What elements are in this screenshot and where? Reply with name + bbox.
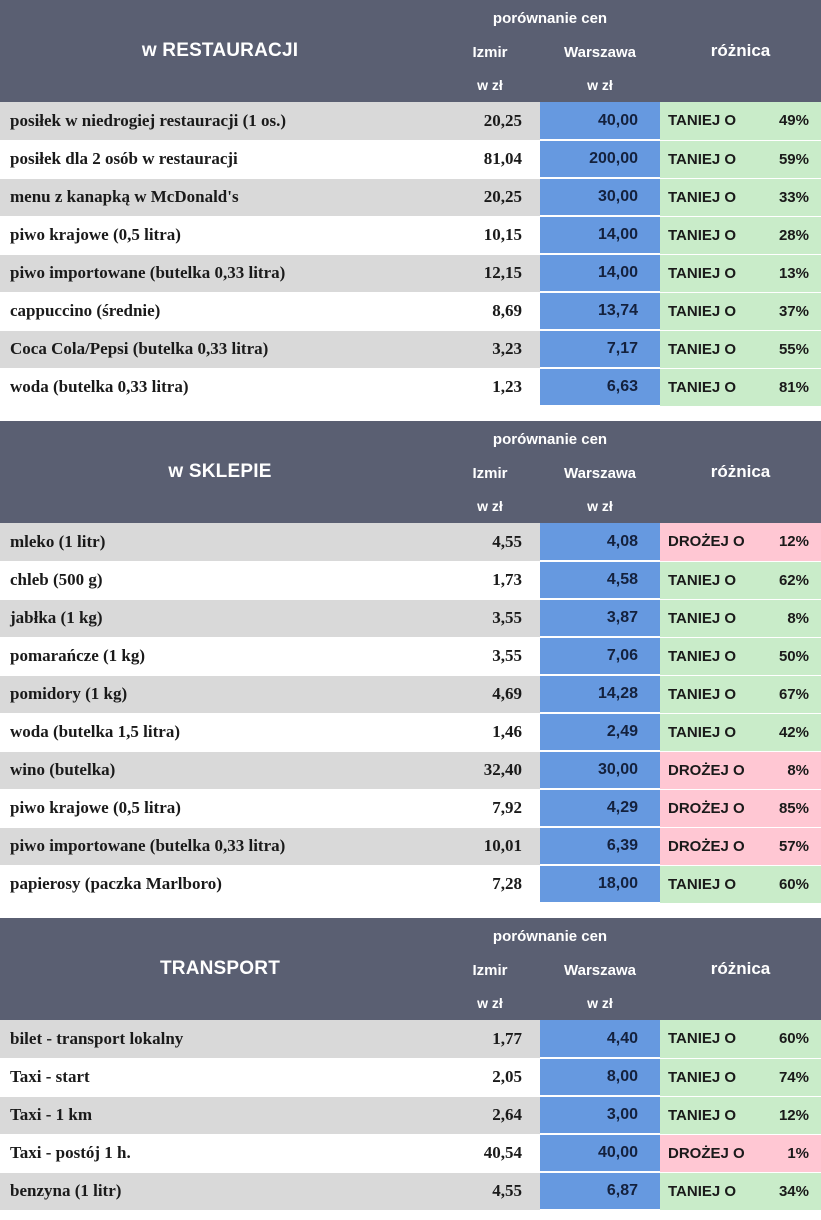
item-name: woda (butelka 0,33 litra) xyxy=(0,368,440,406)
price-warszawa: 8,00 xyxy=(540,1058,660,1096)
table-spacer xyxy=(0,407,821,421)
difference-percent: 37% xyxy=(765,292,821,330)
item-name: menu z kanapką w McDonald's xyxy=(0,178,440,216)
column-header-warszawa: Warszawa xyxy=(540,36,660,68)
difference-percent: 28% xyxy=(765,216,821,254)
difference-direction: TANIEJ O xyxy=(660,1020,765,1058)
difference-direction: DROŻEJ O xyxy=(660,789,765,827)
item-name: posiłek dla 2 osób w restauracji xyxy=(0,140,440,178)
item-name: Coca Cola/Pepsi (butelka 0,33 litra) xyxy=(0,330,440,368)
item-name: posiłek w niedrogiej restauracji (1 os.) xyxy=(0,102,440,140)
difference-direction: TANIEJ O xyxy=(660,1058,765,1096)
table-title: w SKLEPIE xyxy=(0,421,440,523)
item-name: Taxi - 1 km xyxy=(0,1096,440,1134)
price-table xyxy=(0,0,821,407)
price-warszawa: 14,28 xyxy=(540,675,660,713)
difference-direction: TANIEJ O xyxy=(660,368,765,406)
price-warszawa: 14,00 xyxy=(540,216,660,254)
table-row xyxy=(0,713,821,751)
item-name: Taxi - postój 1 h. xyxy=(0,1134,440,1172)
difference-header: różnica xyxy=(660,918,821,1020)
item-name: piwo krajowe (0,5 litra) xyxy=(0,216,440,254)
table-title: w RESTAURACJI xyxy=(0,0,440,102)
difference-percent: 1% xyxy=(765,1134,821,1172)
price-warszawa: 3,00 xyxy=(540,1096,660,1134)
item-name: piwo importowane (butelka 0,33 litra) xyxy=(0,254,440,292)
table-row xyxy=(0,561,821,599)
difference-header: różnica xyxy=(660,0,821,102)
item-name: cappuccino (średnie) xyxy=(0,292,440,330)
price-izmir: 3,23 xyxy=(440,330,540,368)
unit-izmir: w zł xyxy=(440,489,540,523)
table-title: TRANSPORT xyxy=(0,918,440,1020)
difference-direction: DROŻEJ O xyxy=(660,751,765,789)
difference-percent: 85% xyxy=(765,789,821,827)
price-warszawa: 200,00 xyxy=(540,140,660,178)
price-izmir: 4,55 xyxy=(440,523,540,561)
difference-percent: 62% xyxy=(765,561,821,599)
comparison-label: porównanie cen xyxy=(440,918,660,954)
price-warszawa: 2,49 xyxy=(540,713,660,751)
table-row xyxy=(0,1134,821,1172)
price-izmir: 8,69 xyxy=(440,292,540,330)
difference-direction: TANIEJ O xyxy=(660,865,765,903)
difference-percent: 42% xyxy=(765,713,821,751)
comparison-table xyxy=(0,918,821,1211)
price-warszawa: 6,39 xyxy=(540,827,660,865)
difference-percent: 81% xyxy=(765,368,821,406)
difference-direction: DROŻEJ O xyxy=(660,827,765,865)
table-row xyxy=(0,292,821,330)
difference-percent: 12% xyxy=(765,523,821,561)
comparison-table xyxy=(0,0,821,407)
table-row xyxy=(0,751,821,789)
price-warszawa: 3,87 xyxy=(540,599,660,637)
price-izmir: 1,23 xyxy=(440,368,540,406)
price-izmir: 1,77 xyxy=(440,1020,540,1058)
price-izmir: 40,54 xyxy=(440,1134,540,1172)
difference-percent: 59% xyxy=(765,140,821,178)
item-name: Taxi - start xyxy=(0,1058,440,1096)
comparison-label: porównanie cen xyxy=(440,0,660,36)
table-row xyxy=(0,865,821,903)
table-row xyxy=(0,140,821,178)
difference-direction: TANIEJ O xyxy=(660,675,765,713)
price-izmir: 2,05 xyxy=(440,1058,540,1096)
table-row xyxy=(0,789,821,827)
difference-direction: TANIEJ O xyxy=(660,178,765,216)
item-name: wino (butelka) xyxy=(0,751,440,789)
difference-percent: 60% xyxy=(765,1020,821,1058)
table-row xyxy=(0,368,821,406)
difference-percent: 50% xyxy=(765,637,821,675)
price-izmir: 32,40 xyxy=(440,751,540,789)
difference-percent: 8% xyxy=(765,599,821,637)
difference-direction: TANIEJ O xyxy=(660,561,765,599)
difference-direction: TANIEJ O xyxy=(660,140,765,178)
price-izmir: 81,04 xyxy=(440,140,540,178)
price-izmir: 10,01 xyxy=(440,827,540,865)
difference-percent: 74% xyxy=(765,1058,821,1096)
price-warszawa: 14,00 xyxy=(540,254,660,292)
price-warszawa: 18,00 xyxy=(540,865,660,903)
difference-direction: TANIEJ O xyxy=(660,1172,765,1210)
price-izmir: 20,25 xyxy=(440,102,540,140)
table-row xyxy=(0,1020,821,1058)
table-row xyxy=(0,1058,821,1096)
price-izmir: 1,73 xyxy=(440,561,540,599)
column-header-warszawa: Warszawa xyxy=(540,954,660,986)
difference-percent: 12% xyxy=(765,1096,821,1134)
price-izmir: 2,64 xyxy=(440,1096,540,1134)
table-row xyxy=(0,675,821,713)
table-row xyxy=(0,178,821,216)
item-name: benzyna (1 litr) xyxy=(0,1172,440,1210)
price-table xyxy=(0,421,821,904)
difference-percent: 67% xyxy=(765,675,821,713)
table-row xyxy=(0,1172,821,1210)
table-row xyxy=(0,102,821,140)
item-name: jabłka (1 kg) xyxy=(0,599,440,637)
difference-percent: 13% xyxy=(765,254,821,292)
price-izmir: 12,15 xyxy=(440,254,540,292)
table-header-row-1 xyxy=(0,918,821,954)
difference-percent: 49% xyxy=(765,102,821,140)
item-name: chleb (500 g) xyxy=(0,561,440,599)
item-name: piwo importowane (butelka 0,33 litra) xyxy=(0,827,440,865)
price-izmir: 3,55 xyxy=(440,599,540,637)
table-row xyxy=(0,827,821,865)
price-izmir: 4,69 xyxy=(440,675,540,713)
item-name: papierosy (paczka Marlboro) xyxy=(0,865,440,903)
price-warszawa: 4,40 xyxy=(540,1020,660,1058)
price-warszawa: 6,63 xyxy=(540,368,660,406)
column-header-izmir: Izmir xyxy=(440,36,540,68)
price-warszawa: 4,58 xyxy=(540,561,660,599)
price-warszawa: 7,17 xyxy=(540,330,660,368)
price-warszawa: 7,06 xyxy=(540,637,660,675)
price-warszawa: 30,00 xyxy=(540,178,660,216)
difference-percent: 8% xyxy=(765,751,821,789)
item-name: mleko (1 litr) xyxy=(0,523,440,561)
price-warszawa: 4,29 xyxy=(540,789,660,827)
table-row xyxy=(0,1096,821,1134)
price-izmir: 4,55 xyxy=(440,1172,540,1210)
unit-izmir: w zł xyxy=(440,68,540,102)
table-spacer xyxy=(0,904,821,918)
difference-direction: TANIEJ O xyxy=(660,599,765,637)
price-izmir: 7,92 xyxy=(440,789,540,827)
difference-direction: TANIEJ O xyxy=(660,637,765,675)
difference-direction: TANIEJ O xyxy=(660,713,765,751)
column-header-warszawa: Warszawa xyxy=(540,457,660,489)
table-header-row-1 xyxy=(0,0,821,36)
difference-percent: 55% xyxy=(765,330,821,368)
price-izmir: 3,55 xyxy=(440,637,540,675)
difference-direction: TANIEJ O xyxy=(660,330,765,368)
difference-percent: 57% xyxy=(765,827,821,865)
price-izmir: 1,46 xyxy=(440,713,540,751)
difference-direction: DROŻEJ O xyxy=(660,523,765,561)
column-header-izmir: Izmir xyxy=(440,457,540,489)
difference-direction: TANIEJ O xyxy=(660,254,765,292)
column-header-izmir: Izmir xyxy=(440,954,540,986)
difference-percent: 34% xyxy=(765,1172,821,1210)
difference-percent: 60% xyxy=(765,865,821,903)
price-warszawa: 6,87 xyxy=(540,1172,660,1210)
difference-direction: TANIEJ O xyxy=(660,1096,765,1134)
unit-warszawa: w zł xyxy=(540,68,660,102)
unit-warszawa: w zł xyxy=(540,986,660,1020)
item-name: piwo krajowe (0,5 litra) xyxy=(0,789,440,827)
price-warszawa: 13,74 xyxy=(540,292,660,330)
item-name: bilet - transport lokalny xyxy=(0,1020,440,1058)
table-row xyxy=(0,254,821,292)
difference-direction: TANIEJ O xyxy=(660,102,765,140)
price-izmir: 10,15 xyxy=(440,216,540,254)
item-name: pomidory (1 kg) xyxy=(0,675,440,713)
table-row xyxy=(0,637,821,675)
price-warszawa: 40,00 xyxy=(540,1134,660,1172)
price-warszawa: 4,08 xyxy=(540,523,660,561)
table-row xyxy=(0,216,821,254)
difference-percent: 33% xyxy=(765,178,821,216)
item-name: woda (butelka 1,5 litra) xyxy=(0,713,440,751)
table-header-row-1 xyxy=(0,421,821,457)
comparison-label: porównanie cen xyxy=(440,421,660,457)
table-row xyxy=(0,599,821,637)
comparison-table xyxy=(0,421,821,904)
difference-direction: TANIEJ O xyxy=(660,216,765,254)
price-izmir: 20,25 xyxy=(440,178,540,216)
price-table xyxy=(0,918,821,1211)
table-row xyxy=(0,523,821,561)
table-row xyxy=(0,330,821,368)
unit-warszawa: w zł xyxy=(540,489,660,523)
unit-izmir: w zł xyxy=(440,986,540,1020)
difference-direction: DROŻEJ O xyxy=(660,1134,765,1172)
item-name: pomarańcze (1 kg) xyxy=(0,637,440,675)
price-warszawa: 30,00 xyxy=(540,751,660,789)
difference-header: różnica xyxy=(660,421,821,523)
difference-direction: TANIEJ O xyxy=(660,292,765,330)
price-warszawa: 40,00 xyxy=(540,102,660,140)
price-izmir: 7,28 xyxy=(440,865,540,903)
